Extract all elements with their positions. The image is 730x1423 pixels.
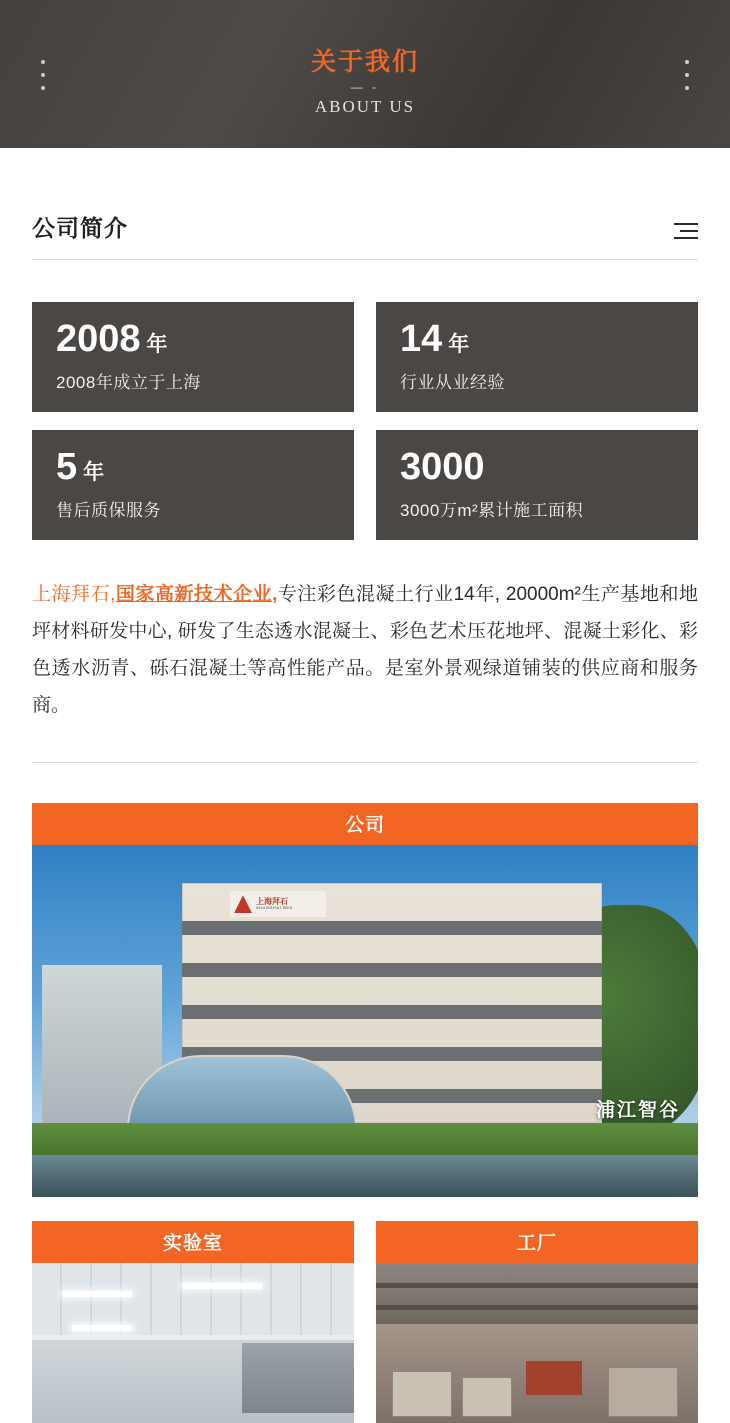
stat-description: 行业从业经验 — [400, 372, 505, 392]
stat-unit: 年 — [83, 461, 105, 484]
company-intro-paragraph — [32, 576, 698, 724]
material-stack — [392, 1371, 452, 1417]
pond-water — [32, 1155, 698, 1197]
stat-card — [376, 302, 698, 412]
gallery-card-company[interactable] — [32, 803, 698, 1197]
company-building-photo — [32, 845, 698, 1197]
photo-gallery — [32, 803, 698, 1423]
stat-number-wrap — [56, 320, 330, 360]
stat-unit: 年 — [146, 333, 168, 356]
logo-subtext: SHANGHAI BES — [256, 905, 293, 911]
header-subtitle: ABOUT US — [314, 97, 416, 116]
material-stack — [608, 1367, 678, 1417]
stat-number: 2008 — [56, 318, 141, 360]
company-highlight-link[interactable]: 国家高新技术企业, — [115, 584, 278, 605]
machine-unit — [526, 1361, 582, 1395]
gallery-caption: 公司 — [32, 803, 698, 845]
stat-number: 3000 — [400, 446, 485, 488]
stats-grid — [32, 302, 698, 540]
page-header-banner — [0, 0, 730, 148]
stat-description: 售后质保服务 — [56, 500, 161, 520]
content-divider — [32, 762, 698, 763]
photo-watermark: 浦江智谷 — [595, 1100, 680, 1122]
section-header — [32, 148, 698, 260]
page-title: 公司简介 — [32, 215, 128, 241]
stat-card — [32, 302, 354, 412]
stat-number-wrap — [56, 448, 330, 488]
factory-roof — [376, 1263, 698, 1324]
header-divider-dash: — - — [350, 80, 380, 94]
company-name: 上海拜石, — [32, 584, 116, 605]
stat-number: 5 — [56, 446, 78, 488]
lawn — [32, 1123, 698, 1159]
gallery-caption: 工厂 — [376, 1221, 698, 1263]
material-stack — [462, 1377, 512, 1417]
logo-text: 上海拜石 — [256, 896, 288, 906]
factory-photo — [376, 1263, 698, 1423]
stat-number-wrap — [400, 448, 674, 488]
glass-facade — [127, 1055, 357, 1133]
gallery-card-factory[interactable] — [376, 1221, 698, 1423]
laboratory-photo — [32, 1263, 354, 1423]
lab-bench — [242, 1343, 354, 1413]
stat-card — [376, 430, 698, 540]
header-title: 关于我们 — [310, 48, 419, 76]
stat-description: 2008年成立于上海 — [56, 372, 201, 392]
company-logo-icon — [230, 891, 326, 917]
gallery-row-secondary — [32, 1221, 698, 1423]
stat-unit: 年 — [448, 333, 470, 356]
gallery-caption: 实验室 — [32, 1221, 354, 1263]
gallery-card-lab[interactable] — [32, 1221, 354, 1423]
hamburger-menu-icon[interactable] — [674, 223, 698, 239]
stat-number-wrap — [400, 320, 674, 360]
stat-number: 14 — [400, 318, 443, 360]
stat-description: 3000万m²累计施工面积 — [400, 500, 584, 520]
stat-card — [32, 430, 354, 540]
company-intro-text: 专注彩色混凝土行业14年, 20000m²生产基地和地坪材料研发中心, 研发了生态透水混凝土、彩色艺术压花地坪、混凝土彩化、彩色透水沥青、砾石混凝土等高性能产品。是室外景观绿道铺装的供应商和服务商。 — [32, 584, 699, 717]
